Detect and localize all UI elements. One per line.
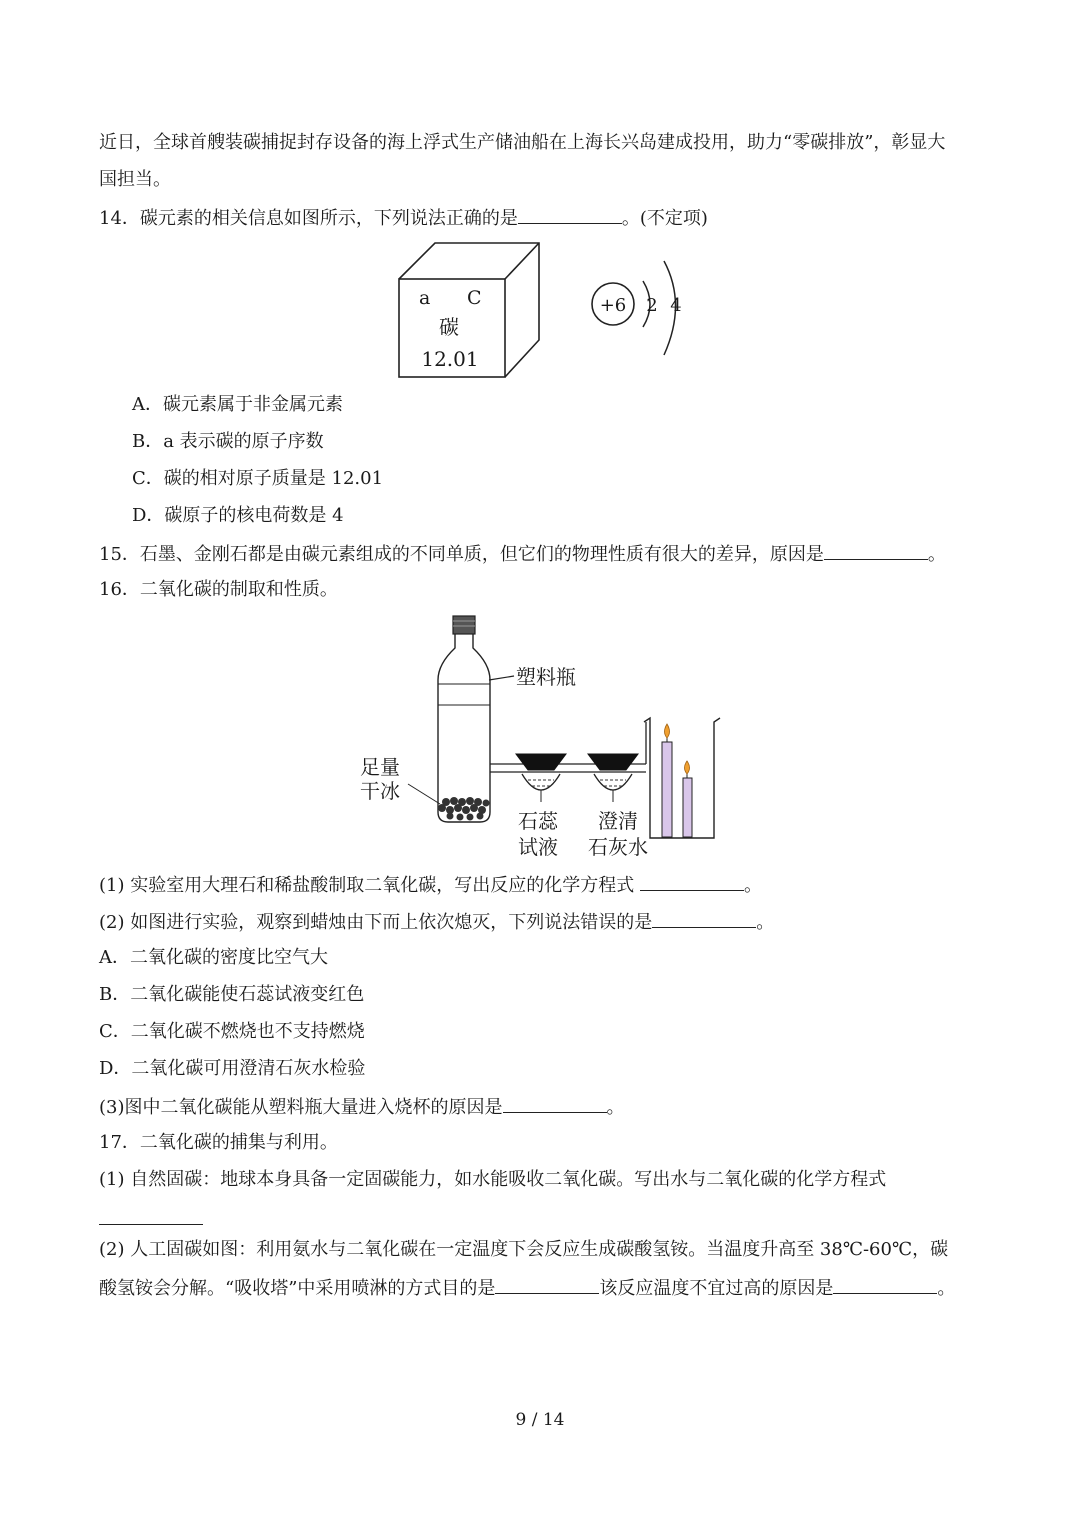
tall-candle-flame (665, 724, 670, 738)
litmus-label-line-1: 石蕊 (518, 809, 558, 833)
q16-part-2-suffix: 。 (756, 912, 775, 933)
q17-part-2-suffix: 。 (937, 1278, 956, 1299)
q15-stem (99, 541, 946, 567)
q16-part-3-blank[interactable] (503, 1094, 607, 1113)
intro-line-2: 国担当。 (99, 169, 171, 190)
dry-ice-label-line-1: 足量 (360, 755, 400, 779)
q16-stem: 16．二氧化碳的制取和性质。 (99, 579, 338, 600)
q14-stem-text: 14．碳元素的相关信息如图所示，下列说法正确的是 (99, 208, 518, 229)
q15-stem-text: 15．石墨、金刚石都是由碳元素组成的不同单质，但它们的物理性质有很大的差异，原因是 (99, 544, 824, 565)
q16-part-3 (99, 1094, 625, 1120)
q14-stem-suffix: 。(不定项) (621, 208, 708, 229)
q17-part-2-blank-2[interactable] (833, 1275, 937, 1294)
q17-part-1: (1) 自然固碳：地球本身具备一定固碳能力，如水能吸收二氧化碳。写出水与二氧化碳的化学方程式 (99, 1169, 887, 1190)
dry-ice-label-line-2: 干冰 (360, 779, 400, 803)
q17-stem: 17．二氧化碳的捕集与利用。 (99, 1132, 338, 1153)
q16-part-3-text: (3)图中二氧化碳能从塑料瓶大量进入烧杯的原因是 (99, 1097, 503, 1118)
element-mass: 12.01 (421, 347, 479, 371)
limewater-label-line-1: 澄清 (598, 809, 638, 833)
q16-option-a[interactable]: A．二氧化碳的密度比空气大 (99, 947, 328, 968)
q14-option-b[interactable]: B．a 表示碳的原子序数 (132, 431, 324, 452)
nucleus-charge: +6 (599, 295, 627, 316)
q16-part-1-suffix: 。 (743, 875, 762, 896)
limewater-label-line-2: 石灰水 (588, 835, 648, 859)
tall-candle (662, 742, 672, 837)
q17-part-2-line-1: (2) 人工固碳如图：利用氨水与二氧化碳在一定温度下会反应生成碳酸氢铵。当温度升高至 38℃-60℃，碳 (99, 1239, 949, 1260)
shell-1-electrons: 2 (646, 295, 658, 316)
q16-option-c[interactable]: C．二氧化碳不燃烧也不支持燃烧 (99, 1021, 365, 1042)
q17-part-2-text-a: 酸氢铵会分解。“吸收塔”中采用喷淋的方式目的是 (99, 1278, 496, 1299)
q17-part-2-text-b: 该反应温度不宜过高的原因是 (599, 1278, 834, 1299)
q16-part-2-blank[interactable] (652, 909, 756, 928)
q14-option-a[interactable]: A．碳元素属于非金属元素 (132, 394, 343, 415)
q14-option-d[interactable]: D．碳原子的核电荷数是 4 (132, 505, 344, 526)
element-letter-a: a (419, 287, 431, 309)
beaker-with-candles (644, 718, 720, 838)
short-candle (683, 778, 692, 837)
shell-2-electrons: 4 (670, 295, 682, 316)
q16-part-1-blank[interactable] (640, 872, 744, 891)
q16-option-d[interactable]: D．二氧化碳可用澄清石灰水检验 (99, 1058, 366, 1079)
q16-option-b[interactable]: B．二氧化碳能使石蕊试液变红色 (99, 984, 365, 1005)
q17-part-2-line-2 (99, 1275, 955, 1301)
atom-structure-diagram (592, 261, 682, 355)
q17-part-2-blank-1[interactable] (495, 1275, 599, 1294)
q14-answer-blank[interactable] (518, 205, 622, 224)
bottle-cap (453, 616, 475, 634)
q16-part-2-text: (2) 如图进行实验，观察到蜡烛由下而上依次熄灭，下列说法错误的是 (99, 912, 653, 933)
q15-stem-suffix: 。 (927, 544, 946, 565)
q14-option-c[interactable]: C．碳的相对原子质量是 12.01 (132, 468, 384, 489)
co2-experiment-figure (350, 612, 730, 864)
intro-line-1: 近日，全球首艘装碳捕捉封存设备的海上浮式生产储油船在上海长兴岛建成投用，助力“零碳排放”，彰显大 (99, 132, 946, 153)
q14-stem (99, 205, 708, 231)
litmus-label-line-2: 试液 (518, 835, 558, 859)
carbon-element-figure (395, 240, 695, 382)
q15-answer-blank[interactable] (824, 541, 928, 560)
element-symbol: C (467, 287, 482, 309)
short-candle-flame (685, 761, 690, 774)
q16-part-1-text: (1) 实验室用大理石和稀盐酸制取二氧化碳，写出反应的化学方程式 (99, 875, 635, 896)
plastic-bottle (438, 616, 490, 822)
q16-part-3-suffix: 。 (606, 1097, 625, 1118)
q17-part-1-blank[interactable] (99, 1206, 203, 1225)
q16-part-2 (99, 909, 774, 935)
q16-part-1 (99, 872, 762, 898)
bottle-label: 塑料瓶 (516, 665, 576, 689)
element-name: 碳 (439, 315, 459, 339)
page-number: 9 / 14 (515, 1410, 565, 1430)
dry-ice-pellets (438, 797, 490, 821)
